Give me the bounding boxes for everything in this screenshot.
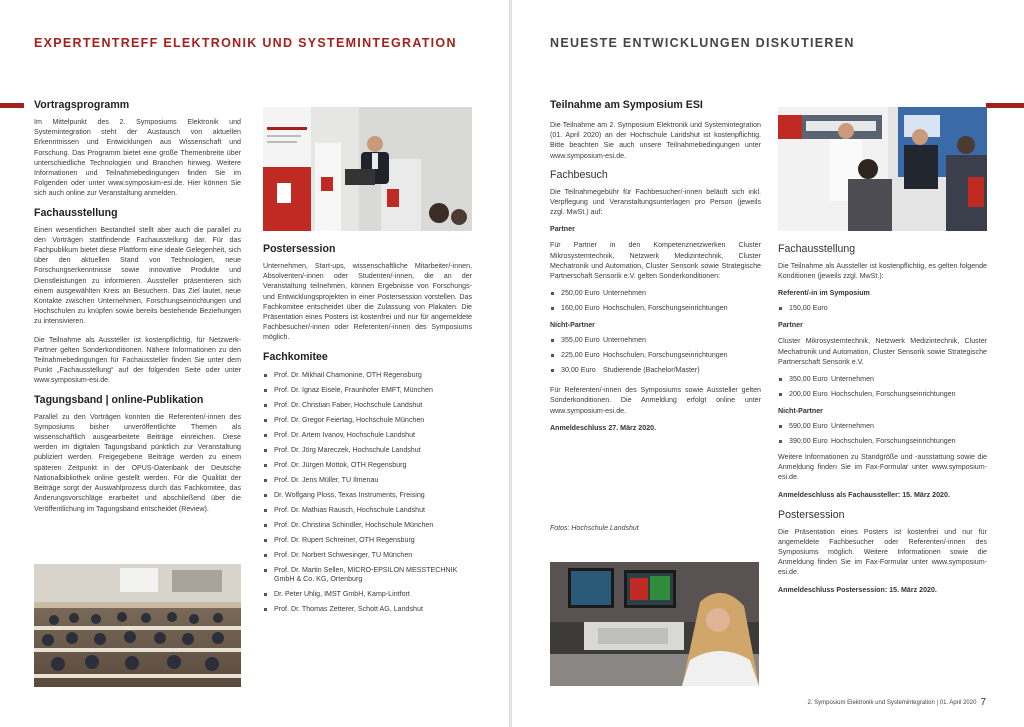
list-item: Prof. Dr. Jörg Mareczek, Hochschule Landshut <box>263 446 472 455</box>
price-label: Unternehmen <box>603 336 646 345</box>
price-label: Hochschulen, Forschungseinrichtungen <box>603 351 728 360</box>
text-postersession: Unternehmen, Start-ups, wissenschaftliche Mitarbeiter/-innen, Absolventen/-innen oder Studenten/-innen, die an der Veranstaltung teilnehmen, können Ergebnisse von Forschungs- und Entwicklungsprojekten in einer Postersession vorstellen. Das Fachkomitee entscheidet über die Zulassung von Plakaten. Die Präsentation eines Posters ist kostenfrei und nur für angemeldete Fachbesucher/-innen oder Referenten/-innen des Symposiums möglich. <box>263 262 472 342</box>
label-partner: Partner <box>550 225 575 234</box>
right-page-header: NEUESTE ENTWICKLUNGEN DISKUTIEREN <box>550 36 855 50</box>
list-item: Prof. Dr. Gregor Feiertag, Hochschule München <box>263 416 472 425</box>
list-item: Dr. Peter Uhlig, IMST GmbH, Kamp-Lintfort <box>263 590 472 599</box>
price-label: Hochschulen, Forschungseinrichtungen <box>831 437 956 446</box>
list-item: Prof. Dr. Ignaz Eisele, Fraunhofer EMFT, München <box>263 386 472 395</box>
page-number: 7 <box>980 697 986 708</box>
speaker-photo <box>263 107 472 231</box>
price-amount: 160,00 Euro <box>561 304 600 313</box>
referent-price-list <box>778 304 987 313</box>
heading-teilnahme: Teilnahme am Symposium ESI <box>550 99 703 111</box>
price-item <box>778 304 987 313</box>
price-item <box>778 390 987 399</box>
text-postersession-right: Die Präsentation eines Posters ist kostenfrei und nur für angemeldete Fachbesucher oder Referenten/-innen des Symposiums möglich. Weitere Informationen sowie die Anmeldung finden Sie im Fax-Formular unter www.symposium-esi.de. <box>778 527 987 577</box>
left-page <box>0 0 509 727</box>
price-item <box>778 375 987 384</box>
heading-fachbesuch: Fachbesuch <box>550 168 608 181</box>
price-amount: 250,00 Euro <box>561 289 600 298</box>
heading-vortragsprogramm: Vortragsprogramm <box>34 99 130 111</box>
heading-fachkomitee: Fachkomitee <box>263 350 328 363</box>
price-amount: 350,00 Euro <box>789 375 828 384</box>
list-item: Prof. Dr. Artem Ivanov, Hochschule Landshut <box>263 431 472 440</box>
text-fachausstellung-2: Die Teilnahme als Aussteller ist kostenpflichtig, für Netzwerk-Partner gelten Sonderkonditionen. Nähere Informationen zu den Teilnahmebedingungen für Fachaussteller finden Sie unter dem Punkt „Fachausstellung“ auf der folgenden Seite oder unter www.symposium-esi.de. <box>34 335 241 385</box>
list-item: Dr. Wolfgang Ploss, Texas Instruments, Freising <box>263 491 472 500</box>
list-item: Prof. Dr. Christina Schindler, Hochschule München <box>263 521 472 530</box>
list-item: Prof. Dr. Norbert Schwesinger, TU München <box>263 551 472 560</box>
exhibition-photo <box>778 107 987 231</box>
footer-text: 2. Symposium Elektronik und Systemintegration | 01. April 2020 <box>807 700 977 706</box>
text-teilnahme: Die Teilnahme am 2. Symposium Elektronik und Systemintegration (01. April 2020) an der Hochschule Landshut ist kostenpflichtig. Bitte beachten Sie auch unsere Teilnahmebedingungen unter www.symposium-esi.de. <box>550 121 761 160</box>
right-column-2 <box>778 243 987 594</box>
price-amount: 225,00 Euro <box>561 351 600 360</box>
price-item <box>550 336 761 345</box>
price-label: Hochschulen, Forschungseinrichtungen <box>831 390 956 399</box>
left-column-2 <box>263 243 472 620</box>
left-page-header: EXPERTENTREFF ELEKTRONIK UND SYSTEMINTEGRATION <box>34 36 457 50</box>
list-item: Prof. Dr. Jürgen Mottok, OTH Regensburg <box>263 461 472 470</box>
page-footer <box>807 697 986 708</box>
text-partner: Für Partner in den Kompetenznetzwerken Cluster Mikrosystemtechnik, Netzwerk Medizintechnik, Cluster Mechatronik und Automation, Cluster Sensorik sowie Strategische Partnerschaft Sensorik e.V. gelten Sonderkonditionen: <box>550 241 761 281</box>
heading-fachausstellung: Fachausstellung <box>34 206 118 219</box>
price-label: Unternehmen <box>831 422 874 431</box>
text-partner-exhibit: Cluster Mikrosystemtechnik, Netzwerk Medizintechnik, Cluster Mechatronik und Automation, Cluster Sensorik sowie Strategische Partnerschaft Sensorik e.V. <box>778 337 987 366</box>
text-referenten: Für Referenten/-innen des Symposiums sowie Aussteller gelten Sonderkonditionen. Die Anmeldung erfolgt online unter www.symposium-esi.de. <box>550 386 761 415</box>
price-amount: 390,00 Euro <box>789 437 828 446</box>
deadline-fachaussteller: Anmeldeschluss als Fachaussteller: 15. März 2020. <box>778 490 950 499</box>
list-item: Prof. Dr. Jens Müller, TU Ilmenau <box>263 476 472 485</box>
heading-fachausstellung-right: Fachausstellung <box>778 243 856 255</box>
price-item <box>550 304 761 313</box>
label-referent: Referent/-in im Symposium <box>778 289 870 298</box>
right-page <box>512 0 1024 727</box>
price-amount: 150,00 Euro <box>789 304 828 313</box>
text-fachbesuch: Die Teilnahmegebühr für Fachbesucher/-innen beläuft sich inkl. Verpflegung und Veranstaltungsunterlagen pro Person (jeweils zzgl. MwSt.) auf: <box>550 187 761 217</box>
price-label: Unternehmen <box>831 375 874 384</box>
price-item <box>550 351 761 360</box>
photo-caption: Fotos: Hochschule Landshut <box>550 525 639 532</box>
text-info-exhibit: Weitere Informationen zu Standgröße und -ausstattung sowie die Anmeldung finden Sie im Fax-Formular unter www.symposium-esi.de. <box>778 453 987 482</box>
heading-postersession-right: Postersession <box>778 508 845 521</box>
text-fachausstellung-1: Einen wesentlichen Bestandteil stellt aber auch die parallel zu den Vorträgen stattfindende Fachausstellung dar. Für das Fachpublikum bietet diese Plattform eine ideale Gelegenheit, sich über den aktuellen Stand von Technologien, neue Forschungserkenntnisse sowie innovative Produkte und Dienstleistungen zu informieren. Aussteller präsentieren sich einem ausgewählten Kreis an Besuchern. Das Ziel lautet, neue Kontakte zwischen Unternehmen, Forschungseinrichtungen und Hochschulen zu knüpfen sowie bereits bestehende Beziehungen zu intensivieren. <box>34 225 241 326</box>
price-amount: 30,00 Euro <box>561 366 596 375</box>
partner-price-list <box>550 289 761 313</box>
price-item <box>778 422 987 431</box>
heading-postersession: Postersession <box>263 243 336 255</box>
price-item <box>778 437 987 446</box>
label-nicht-partner-exhibit: Nicht-Partner <box>778 407 823 416</box>
text-fachausstellung-right: Die Teilnahme als Aussteller ist kostenpflichtig, es gelten folgende Konditionen (jeweils zzgl. MwSt.): <box>778 262 987 281</box>
list-item: Prof. Dr. Mikhail Chamonine, OTH Regensburg <box>263 371 472 380</box>
price-label: Studierende (Bachelor/Master) <box>603 366 700 375</box>
deadline-postersession: Anmeldeschluss Postersession: 15. März 2020. <box>778 585 937 594</box>
section-marker-bar <box>986 103 1024 108</box>
fachkomitee-list <box>263 371 472 614</box>
lab-photo <box>550 562 759 686</box>
price-amount: 590,00 Euro <box>789 422 828 431</box>
label-nicht-partner: Nicht-Partner <box>550 321 595 330</box>
price-item <box>550 289 761 298</box>
deadline-fachbesuch: Anmeldeschluss 27. März 2020. <box>550 423 657 432</box>
nonpartner-exhibit-price-list <box>778 422 987 446</box>
price-label: Unternehmen <box>603 289 646 298</box>
text-vortragsprogramm: Im Mittelpunkt des 2. Symposiums Elektronik und Systemintegration steht der Austausch von aktuellen Erkenntnissen und Entwicklungen aus Wissenschaft und Forschung. Das Programm bietet eine große Themenbreite über unterschiedliche Technologien und Branchen hinweg. Weitere Informationen und Teilnahmebedingungen finden Sie im Folgenden oder unter www.symposium-esi.de. Hier können Sie sich auch online zur Veranstaltung anmelden. <box>34 118 241 198</box>
price-amount: 200,00 Euro <box>789 390 828 399</box>
list-item: Prof. Dr. Christian Faber, Hochschule Landshut <box>263 401 472 410</box>
list-item: Prof. Dr. Thomas Zetterer, Schott AG, Landshut <box>263 605 472 614</box>
price-amount: 355,00 Euro <box>561 336 600 345</box>
list-item: Prof. Dr. Martin Sellen, MICRO-EPSILON MESSTECHNIK GmbH & Co. KG, Ortenburg <box>263 566 472 584</box>
list-item: Prof. Dr. Rupert Schreiner, OTH Regensburg <box>263 536 472 545</box>
partner-exhibit-price-list <box>778 375 987 399</box>
lecture-hall-photo <box>34 564 241 687</box>
left-column-1 <box>34 99 241 522</box>
label-partner-exhibit: Partner <box>778 321 803 330</box>
section-marker-bar <box>0 103 24 108</box>
heading-tagungsband: Tagungsband | online-Publikation <box>34 393 204 406</box>
list-item: Prof. Dr. Mathias Rausch, Hochschule Landshut <box>263 506 472 515</box>
price-item <box>550 366 761 375</box>
price-label: Hochschulen, Forschungseinrichtungen <box>603 304 728 313</box>
text-tagungsband: Parallel zu den Vorträgen konnten die Referenten/-innen des Symposiums bisher unveröffentlichte Themen als wissenschaftlich ausgearbeitete Beiträge einreichen. Diese werden im digitalen Tagungsband pünktlich zur Veranstaltung publiziert werden. Freigegebene Beiträge werden zu einem späteren Zeitpunkt in der OPUS-Datenbank der Deutsche Nationalbibliothek online gestellt werden. Für die Qualität der Beiträge sorgt der Auswahlprozess durch das Fachkomitee, das Änderungsvorschläge erarbeitet und abschließend über die Veröffentlichung im Tagungsband entscheidet (Review). <box>34 412 241 513</box>
nonpartner-price-list <box>550 336 761 375</box>
right-column-1 <box>550 99 761 432</box>
